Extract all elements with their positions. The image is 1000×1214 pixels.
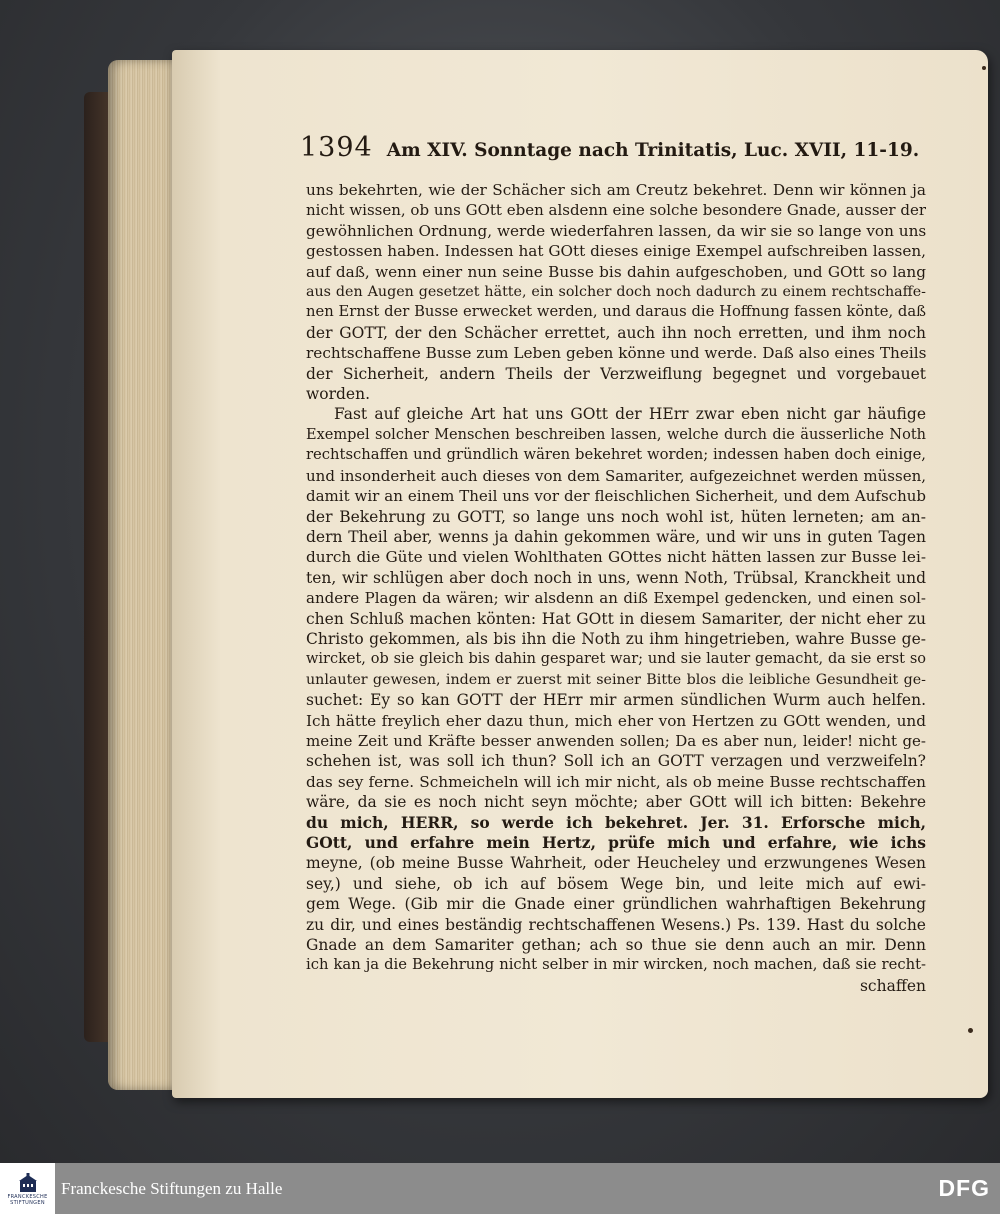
text-line: auf daß, wenn einer nun seine Busse bis dahin aufgeschoben, und GOtt so lang [306,262,926,281]
text-line: zu dir, und eines beständig rechtschaffenen Wesens.) Ps. 139. Hast du solche [306,915,926,934]
text-line: Fast auf gleiche Art hat uns GOtt der HErr zwar eben nicht gar häufige [334,405,926,424]
text-line: der Sicherheit, andern Theils der Verzweiflung begegnet und vorgebauet [306,364,926,383]
paper-speck [968,1028,973,1033]
text-line: dern Theil aber, wenns ja dahin gekommen wäre, und wir uns in guten Tagen [306,527,926,546]
page-body-text [306,180,926,996]
text-line: Ich hätte freylich eher dazu thun, mich eher von Hertzen zu GOtt wenden, und [306,711,926,730]
text-line: ten, wir schlügen aber doch noch in uns, wenn Noth, Trübsal, Kranckheit und [306,568,926,587]
text-line: rechtschaffen und gründlich wären bekehret worden; indessen haben doch einige, [306,446,926,464]
franckesche-building-icon [17,1172,39,1194]
text-line: rechtschaffene Busse zum Leben geben könne und werde. Daß also eines Theils [306,344,926,363]
text-line: schehen ist, was soll ich thun? Soll ich an GOTT verzagen und verzweifeln? [306,752,926,771]
text-line: unlauter gewesen, indem er zuerst mit seiner Bitte blos die leibliche Gesundheit ge- [306,671,926,688]
text-line: der Bekehrung zu GOTT, so lange uns noch wohl ist, hüten lerneten; am an- [306,507,926,526]
text-line: sey,) und siehe, ob ich auf bösem Wege bin, und leite mich auf ewi- [306,874,926,893]
text-line: wäre, da sie es noch nicht seyn möchte; aber GOtt will ich bitten: Bekehre [306,793,926,812]
text-line: andere Plagen da wären; wir alsdenn an diß Exempel gedencken, und einen sol- [306,589,926,608]
catchword: schaffen [859,976,926,995]
text-line: gewöhnlichen Ordnung, werde wiederfahren lassen, da wir sie so lange von uns [306,221,926,240]
paper-speck [982,66,986,70]
text-line: und insonderheit auch dieses von dem Samariter, aufgezeichnet werden müssen, [306,466,926,485]
text-line: das sey ferne. Schmeicheln will ich mir nicht, als ob meine Busse rechtschaffen [306,772,926,791]
text-line: gestossen haben. Indessen hat GOtt dieses einige Exempel aufschreiben lassen, [306,242,926,261]
text-line: Exempel solcher Menschen beschreiben lassen, welche durch die äusserliche Noth [306,426,926,443]
running-head-title: Am XIV. Sonntage nach Trinitatis, Luc. XVII, 11-19. [386,140,920,161]
text-line: suchet: Ey so kan GOTT der HErr mir armen sündlichen Wurm auch helfen. [306,691,926,710]
text-line: wircket, ob sie gleich bis dahin gesparet war; und sie lauter gemacht, da sie erst so [306,651,926,668]
running-head [300,132,920,176]
text-line: chen Schluß machen könten: Hat GOtt in diesem Samariter, der nicht eher zu [306,609,926,628]
text-line: aus den Augen gesetzet hätte, ein solcher doch noch dadurch zu einem rechtschaffe- [306,284,926,301]
text-line: Gnade an dem Samariter gethan; ach so thue sie denn auch an mir. Denn [306,936,926,955]
text-line: Christo gekommen, als bis ihn die Noth zu ihm hingetrieben, wahre Busse ge- [306,629,926,648]
text-line: du mich, HERR, so werde ich bekehret. Jer. 31. Erforsche mich, [306,812,926,832]
logo-caption: FRANCKESCHE STIFTUNGEN [7,1193,48,1206]
text-line: nicht wissen, ob uns GOtt eben alsdenn eine solche besondere Gnade, ausser der [306,201,926,220]
text-line: meyne, (ob meine Busse Wahrheit, oder Heucheley und erzwungenes Wesen [306,854,926,873]
text-line: gem Wege. (Gib mir die Gnade einer gründlichen wahrhaftigen Bekehrung [306,895,926,914]
text-line: uns bekehrten, wie der Schächer sich am Creutz bekehret. Denn wir können ja [306,181,926,199]
text-line: GOtt, und erfahre mein Hertz, prüfe mich und erfahre, wie ichs [306,833,926,852]
text-line: nen Ernst der Busse erwecket werden, und daraus die Hoffnung fassen könte, daß [306,303,926,321]
text-line: worden. [306,385,371,404]
text-line: ich kan ja die Bekehrung nicht selber in mir wircken, noch machen, daß sie recht- [306,956,926,974]
text-line: der GOTT, der den Schächer errettet, auch ihn noch erretten, und ihm noch [306,323,926,342]
text-line: meine Zeit und Kräfte besser anwenden sollen; Da es aber nun, leider! nicht ge- [306,731,926,750]
franckesche-logo[interactable] [0,1163,55,1214]
text-line: damit wir an einem Theil uns vor der fleischlichen Sicherheit, und dem Aufschub [306,487,926,506]
page-number: 1394 [300,132,373,163]
text-line: durch die Güte und vielen Wohlthaten GOttes nicht hätten lassen zur Busse lei- [306,548,926,567]
institution-name[interactable]: Franckesche Stiftungen zu Halle [61,1178,283,1198]
dfg-logo[interactable]: DFG [938,1175,990,1201]
viewer-footer [0,1163,1000,1214]
